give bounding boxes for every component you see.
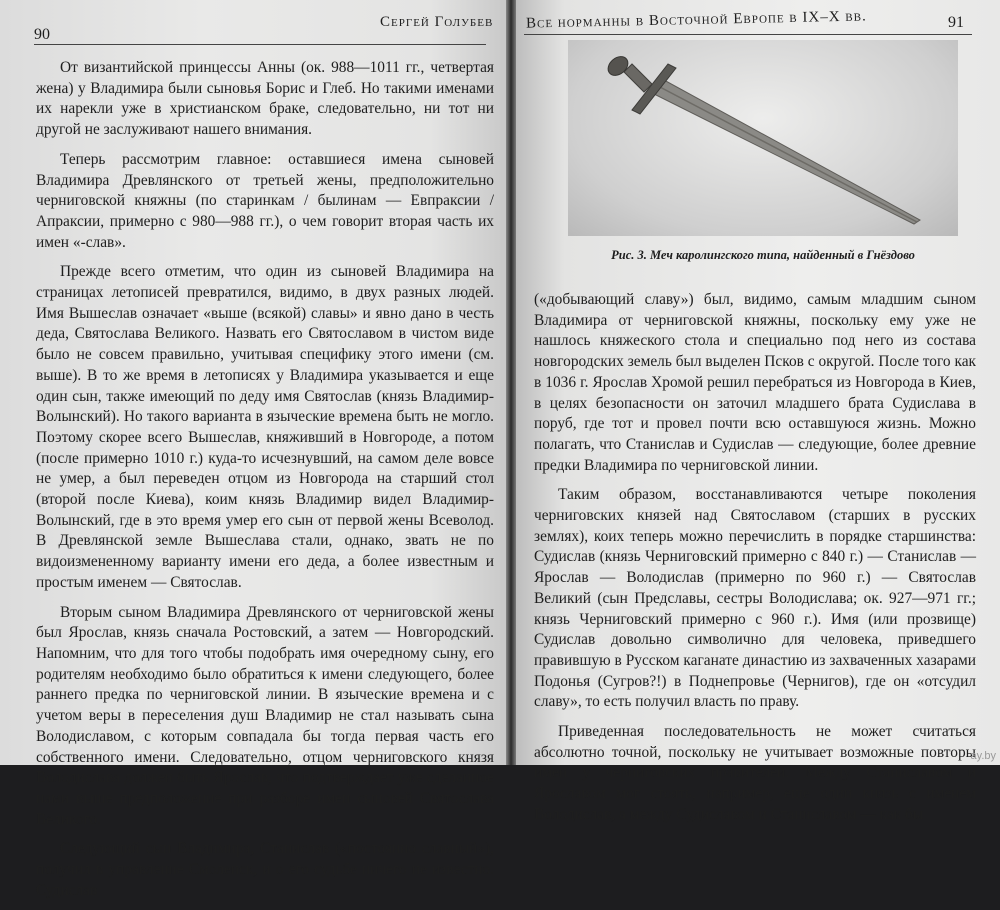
- header-rule: [524, 34, 972, 35]
- sword-icon: [568, 40, 958, 236]
- body-text: [36, 58, 494, 910]
- page-number: 91: [948, 14, 964, 31]
- right-page: [516, 0, 1000, 823]
- paragraph: Теперь рассмотрим главное: оставшиеся имена сыновей Владимира Древлянского от третьей жены, предположительно черниговской княжны (по старинкам / былинам — Евпраксии / Апраксии, примерно с 980—988 гг.), о чем говорит вторая часть их имен «-слав».: [36, 150, 494, 251]
- page-number: 90: [34, 26, 50, 43]
- paragraph: Следующий сын Владимира, Станислав («постоянно славный»), получил в управление Смоленск, и о его судьбе ничего не известно. Судислав: [36, 840, 494, 899]
- running-head: Сергей Голубев: [380, 14, 494, 30]
- paragraph: От византийской принцессы Анны (ок. 988—1011 гг., четвертая жена) у Владимира были сыновья Борис и Глеб. Но такими именами их нарекли уже в христианском браке, следовательно, ни тот ни другой не заслуживают нашего внимания.: [36, 59, 494, 139]
- paragraph: Таким образом, восстанавливаются четыре поколения черниговских князей над Святославом (старших в русских землях), коих теперь можно перечислить в порядке старшинства: Судислав (князь Черниговский примерно с 840 г.) — Станислав — Ярослав — Володислав (примерно по 960 г.) — Святослав Великий (сын Предславы, сестры Володислава; ок. 927—971 гг.; князь Черниговский примерно с 960 г.). Имя (или прозвище) Судислав довольно символично для человека, приведшего правившую в Русском каганате династию из захваченных хазарами Подонья (Сугров?!) в Поднепровье (Чернигов), где он «отсудил славу», то есть получил власть по праву.: [534, 486, 976, 711]
- book-gutter: [506, 0, 516, 765]
- figure-caption: Рис. 3. Меч каролингского типа, найденный в Гнёздово: [611, 248, 915, 262]
- left-page: [0, 0, 506, 899]
- paragraph: («добывающий славу») был, видимо, самым младшим сыном Владимира от черниговской княжны, поскольку ему уже не нашлось княжеского стола и специально под него из состава новгородских земель был выделен Псков с округой. После того как в 1036 г. Ярослав Хромой решил перебраться из Новгорода в Киев, в целях безопасности он заточил младшего брата Судислава в поруб, где тот и провел почти всю оставшуюся жизнь. Можно полагать, что Станислав и Судислав — следующие, более древние предки Владимира по черниговской линии.: [534, 291, 976, 474]
- running-head: Все норманны в Восточной Европе в IX–X вв.: [525, 8, 867, 32]
- paragraph: Приведенная последовательность не может считаться абсолютно точной, поскольку не учитывает возможные повторы имен у черниговских правителей. Между Станиславом и Ярославом мог стоять, например, еще один князь с именем Володислав, а между Судиславом и Станиславом — как бы: [534, 723, 976, 823]
- watermark: ay.by: [970, 750, 996, 762]
- body-text: [534, 290, 976, 835]
- paragraph: Вторым сыном Владимира Древлянского от черниговской жены был Ярослав, князь сначала Ростовский, а затем — Новгородский. Напомним, что для того чтобы подобрать имя очередному сыну, его родителям необходимо было обратиться к имени следующего, более раннего предка по черниговской линии. В языческие времена и с учетом веры в переселения душ Владимир не стал называть сына Володиславом, с которым совпадала бы тогда первая часть его собственного имени. Следовательно, отцом черниговского князя Володислава должен быть Ярослав, что подтверждает уже сделанное нами выше предположение при разборе имен сыновей Святослава Великого.: [36, 603, 494, 828]
- paragraph: Прежде всего отметим, что один из сыновей Владимира на страницах летописей превратился, видимо, в двух разных людей. Имя Вышеслав означает «выше (всякой) славы» и явно дано в честь деда, Святослава Великого. Назвать его Святославом в чистом виде было не совсем правильно, учитывая специфику этого имени (см. выше). В то же время в летописях у Владимира указывается и еще один сын, также имеющий по деду имя Святослав (князь Владимир-Волынский). Но такого варианта в языческие времена быть не могло. Поэтому скорее всего Вышеслав, княживший в Новгороде, а потом (после примерно 1010 г.) куда-то исчезнувший, на самом деле вовсе не умер, а был переведен отцом из Новгорода на старший стол (второй после Киева), коим князь Владимир видел Владимир-Волынский, где в это время умер его сын от первой жены Всеволод. В Древлянской земле Вышеслава стали, однако, звать не по видоизмененному варианту имени его деда, а более известным и простым именем — Святослав.: [36, 263, 494, 591]
- sword-photo: [568, 40, 958, 236]
- header-rule: [34, 44, 486, 45]
